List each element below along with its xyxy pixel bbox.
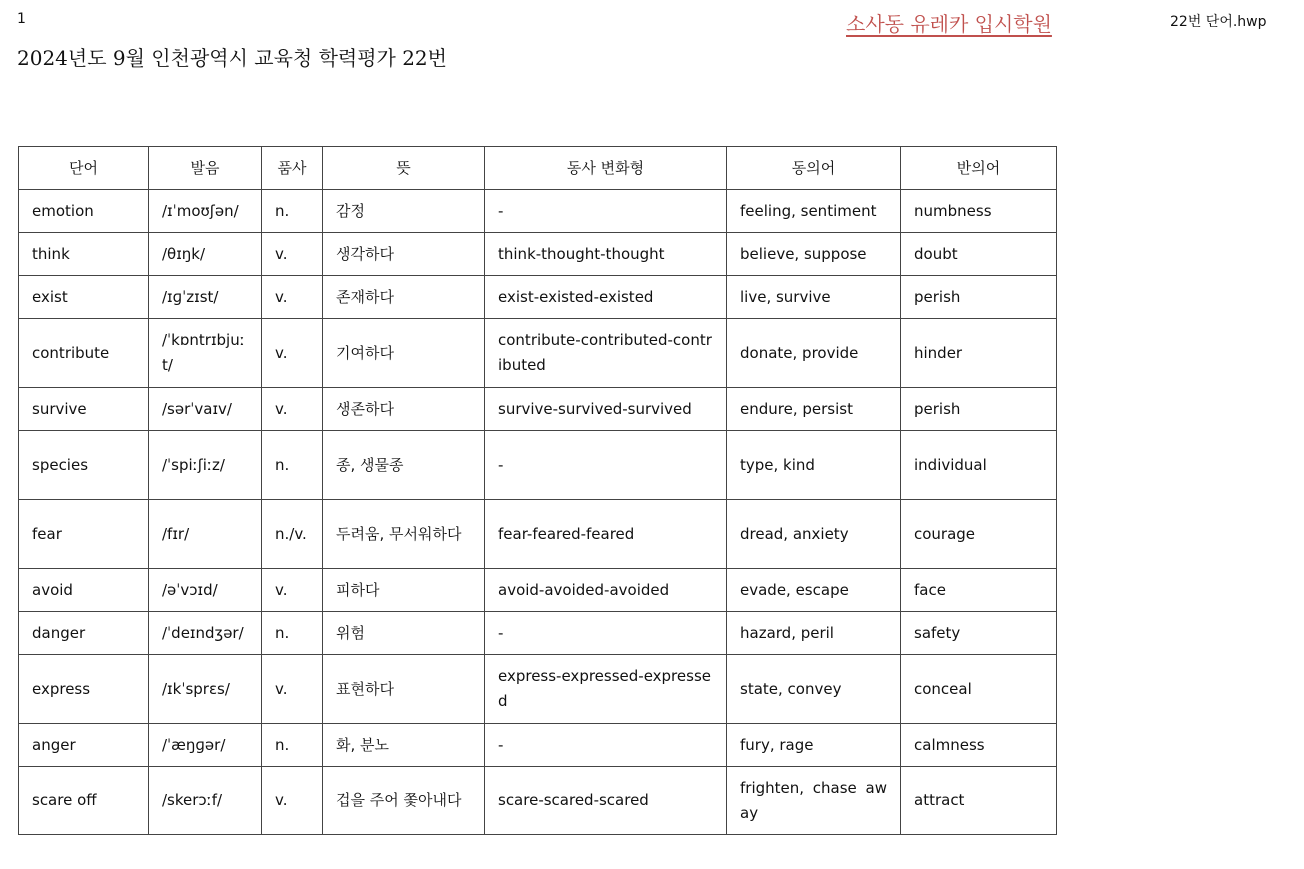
cell-pronunciation: /ˈkɒntrɪbjuːt/ — [149, 319, 262, 388]
table-row — [19, 612, 1057, 655]
cell-synonyms: fury, rage — [727, 724, 901, 767]
cell-verb-forms: exist-existed-existed — [485, 276, 727, 319]
cell-synonyms: donate, provide — [727, 319, 901, 388]
cell-pronunciation: /ɪˈmoʊʃən/ — [149, 190, 262, 233]
cell-verb-forms: express-expressed-expressed — [485, 655, 727, 724]
cell-antonym: doubt — [901, 233, 1057, 276]
cell-verb-forms: think-thought-thought — [485, 233, 727, 276]
column-header-word: 단어 — [19, 147, 149, 190]
cell-antonym: numbness — [901, 190, 1057, 233]
document-title: 2024년도 9월 인천광역시 교육청 학력평가 22번 — [17, 46, 447, 70]
cell-word: danger — [19, 612, 149, 655]
cell-part-of-speech: v. — [262, 388, 323, 431]
cell-part-of-speech: n. — [262, 190, 323, 233]
cell-synonyms: hazard, peril — [727, 612, 901, 655]
table-row — [19, 190, 1057, 233]
cell-antonym: hinder — [901, 319, 1057, 388]
cell-verb-forms: - — [485, 724, 727, 767]
cell-pronunciation: /ɪkˈsprɛs/ — [149, 655, 262, 724]
column-header-synonyms: 동의어 — [727, 147, 901, 190]
cell-verb-forms: - — [485, 190, 727, 233]
table-row — [19, 388, 1057, 431]
column-header-antonym: 반의어 — [901, 147, 1057, 190]
cell-pronunciation: /θɪŋk/ — [149, 233, 262, 276]
cell-meaning: 감정 — [323, 190, 485, 233]
cell-pronunciation: /ˈdeɪndʒər/ — [149, 612, 262, 655]
cell-pronunciation: /ɪɡˈzɪst/ — [149, 276, 262, 319]
vocabulary-table — [18, 146, 1057, 835]
table-row — [19, 319, 1057, 388]
cell-antonym: conceal — [901, 655, 1057, 724]
table-header-row — [19, 147, 1057, 190]
cell-synonyms: live, survive — [727, 276, 901, 319]
column-header-pronunciation: 발음 — [149, 147, 262, 190]
table-row — [19, 569, 1057, 612]
cell-pronunciation: /sərˈvaɪv/ — [149, 388, 262, 431]
cell-part-of-speech: n. — [262, 612, 323, 655]
cell-antonym: attract — [901, 767, 1057, 835]
cell-verb-forms: avoid-avoided-avoided — [485, 569, 727, 612]
cell-meaning: 생각하다 — [323, 233, 485, 276]
cell-synonyms: dread, anxiety — [727, 500, 901, 569]
cell-word: anger — [19, 724, 149, 767]
cell-pronunciation: /ˈæŋɡər/ — [149, 724, 262, 767]
cell-part-of-speech: n. — [262, 724, 323, 767]
cell-meaning: 화, 분노 — [323, 724, 485, 767]
cell-part-of-speech: v. — [262, 569, 323, 612]
cell-meaning: 위험 — [323, 612, 485, 655]
cell-pronunciation: /ˈspiːʃiːz/ — [149, 431, 262, 500]
cell-antonym: face — [901, 569, 1057, 612]
cell-part-of-speech: v. — [262, 767, 323, 835]
cell-meaning: 표현하다 — [323, 655, 485, 724]
table-row — [19, 233, 1057, 276]
table-row — [19, 431, 1057, 500]
cell-verb-forms: - — [485, 612, 727, 655]
cell-meaning: 겁을 주어 쫓아내다 — [323, 767, 485, 835]
table-row — [19, 500, 1057, 569]
cell-part-of-speech: v. — [262, 233, 323, 276]
file-name: 22번 단어.hwp — [1170, 14, 1267, 30]
cell-word: express — [19, 655, 149, 724]
column-header-verb-forms: 동사 변화형 — [485, 147, 727, 190]
cell-synonyms: feeling, sentiment — [727, 190, 901, 233]
table-row — [19, 655, 1057, 724]
cell-word: fear — [19, 500, 149, 569]
cell-verb-forms: - — [485, 431, 727, 500]
cell-verb-forms: contribute-contributed-contributed — [485, 319, 727, 388]
cell-word: survive — [19, 388, 149, 431]
cell-part-of-speech: n. — [262, 431, 323, 500]
cell-part-of-speech: v. — [262, 319, 323, 388]
cell-synonyms: state, convey — [727, 655, 901, 724]
cell-antonym: safety — [901, 612, 1057, 655]
cell-synonyms: endure, persist — [727, 388, 901, 431]
cell-verb-forms: fear-feared-feared — [485, 500, 727, 569]
page-number: 1 — [17, 11, 26, 27]
cell-word: species — [19, 431, 149, 500]
cell-pronunciation: /fɪr/ — [149, 500, 262, 569]
cell-word: emotion — [19, 190, 149, 233]
cell-word: exist — [19, 276, 149, 319]
cell-part-of-speech: v. — [262, 276, 323, 319]
cell-antonym: calmness — [901, 724, 1057, 767]
cell-meaning: 기여하다 — [323, 319, 485, 388]
cell-synonyms: frighten, chase away — [727, 767, 901, 835]
cell-word: avoid — [19, 569, 149, 612]
table-row — [19, 276, 1057, 319]
cell-word: contribute — [19, 319, 149, 388]
cell-meaning: 존재하다 — [323, 276, 485, 319]
cell-synonyms: evade, escape — [727, 569, 901, 612]
cell-verb-forms: scare-scared-scared — [485, 767, 727, 835]
column-header-part-of-speech: 품사 — [262, 147, 323, 190]
cell-antonym: perish — [901, 388, 1057, 431]
cell-synonyms: believe, suppose — [727, 233, 901, 276]
cell-part-of-speech: v. — [262, 655, 323, 724]
cell-meaning: 두려움, 무서워하다 — [323, 500, 485, 569]
cell-meaning: 생존하다 — [323, 388, 485, 431]
cell-antonym: individual — [901, 431, 1057, 500]
academy-name: 소사동 유레카 입시학원 — [846, 12, 1052, 36]
cell-meaning: 피하다 — [323, 569, 485, 612]
cell-part-of-speech: n./v. — [262, 500, 323, 569]
table-row — [19, 724, 1057, 767]
cell-pronunciation: /skerɔːf/ — [149, 767, 262, 835]
cell-meaning: 종, 생물종 — [323, 431, 485, 500]
cell-synonyms: type, kind — [727, 431, 901, 500]
cell-word: scare off — [19, 767, 149, 835]
table-row — [19, 767, 1057, 835]
cell-pronunciation: /əˈvɔɪd/ — [149, 569, 262, 612]
cell-verb-forms: survive-survived-survived — [485, 388, 727, 431]
cell-antonym: courage — [901, 500, 1057, 569]
cell-word: think — [19, 233, 149, 276]
column-header-meaning: 뜻 — [323, 147, 485, 190]
cell-antonym: perish — [901, 276, 1057, 319]
